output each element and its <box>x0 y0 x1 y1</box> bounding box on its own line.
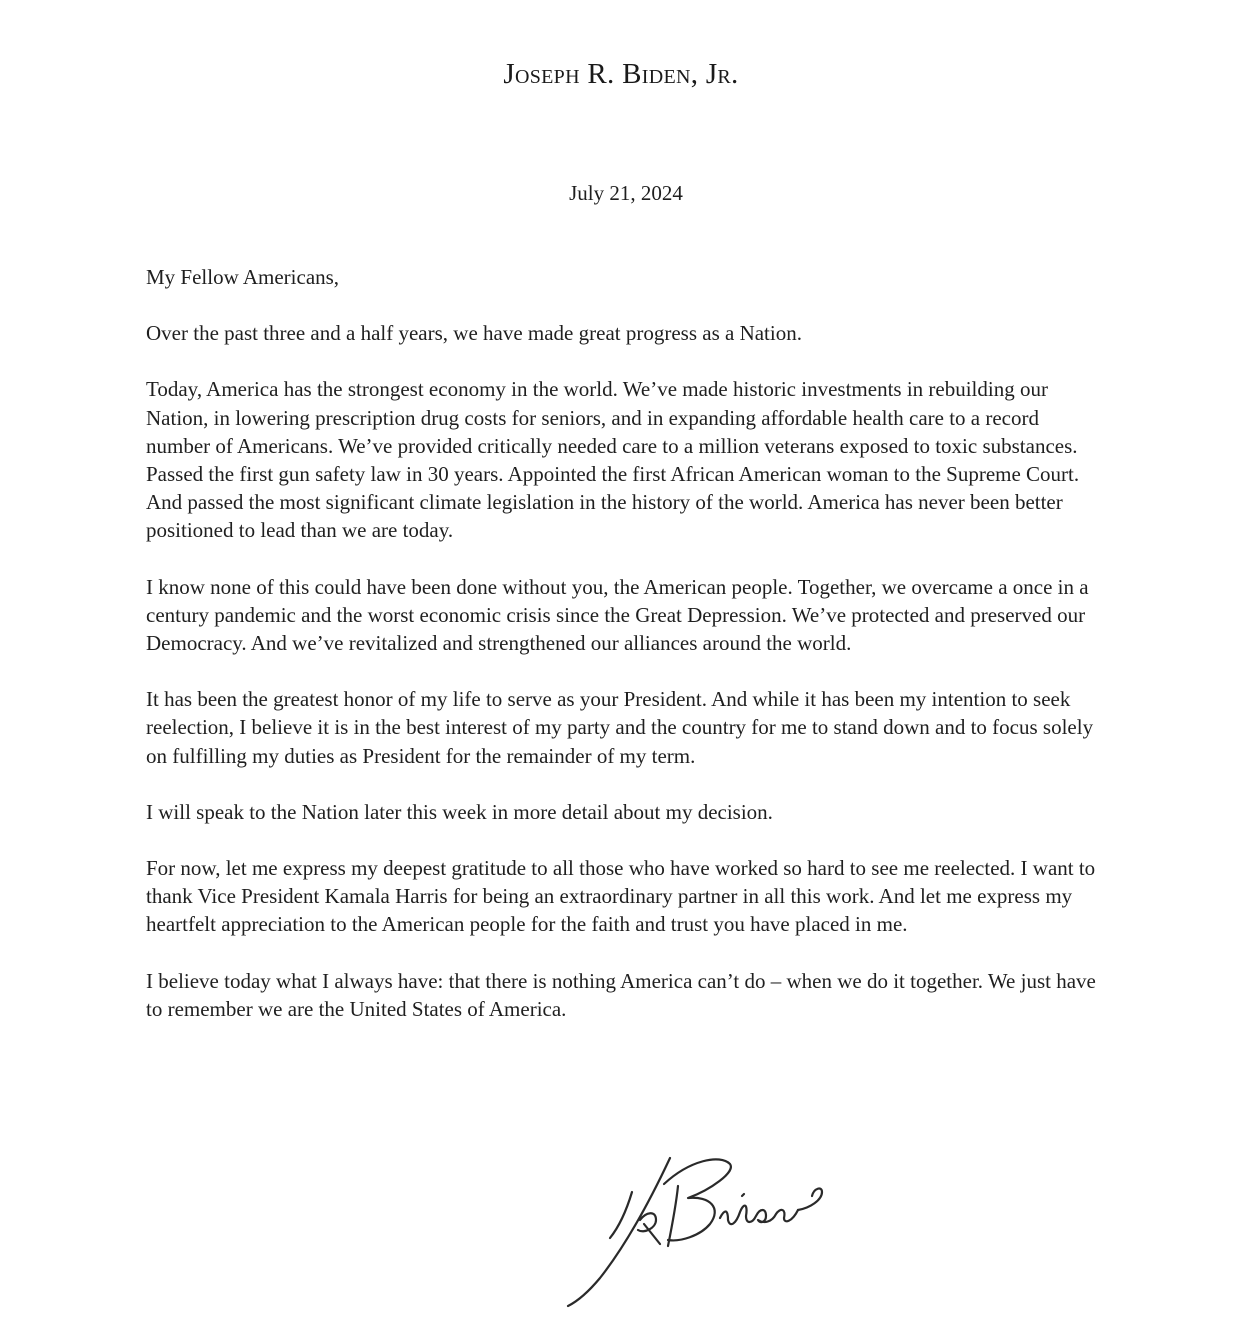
paragraph-closing: I believe today what I always have: that there is nothing America can’t do – when we do it together. We just have to remember we are the United States of America. <box>146 968 1096 1021</box>
paragraph-gratitude: For now, let me express my deepest gratitude to all those who have worked so hard to see me reelected. I want to thank Vice President Kamala Harris for being an extraordinary partner in all this work. And let me express my heartfelt appreciation to the American people for the faith and trust you have placed in me. <box>146 856 1096 937</box>
handwritten-signature <box>560 1150 890 1310</box>
paragraph-progress: Over the past three and a half years, we have made great progress as a Nation. <box>146 321 802 346</box>
letter-body <box>146 263 1106 1051</box>
paragraph-speak-to-nation: I will speak to the Nation later this week in more detail about my decision. <box>146 799 773 824</box>
letterhead: Joseph R. Biden, Jr. <box>503 58 739 90</box>
salutation: My Fellow Americans, <box>146 265 340 289</box>
letter-date: July 21, 2024 <box>569 181 683 205</box>
paragraph-economy: Today, America has the strongest economy in the world. We’ve made historic investments in rebuilding our Nation, in lowering prescription drug costs for seniors, and in expanding affordable health care to a record number of Americans. We’ve provided critically needed care to a million veterans exposed to toxic substances. Passed the first gun safety law in 30 years. Appointed the first African American woman to the Supreme Court. And passed the most significant climate legislation in the history of the world. America has never been better positioned to lead than we are today. <box>146 377 1080 543</box>
paragraph-american-people: I know none of this could have been done without you, the American people. Together, we overcame a once in a century pandemic and the worst economic crisis since the Great Depression. We’ve protected and preserved our Democracy. And we’ve revitalized and strengthened our alliances around the world. <box>146 574 1089 656</box>
paragraph-stand-down: It has been the greatest honor of my life to serve as your President. And while it has been my intention to seek reelection, I believe it is in the best interest of my party and the country for me to stand down and to focus solely on fulfilling my duties as President for the remainder of my term. <box>146 687 1094 768</box>
